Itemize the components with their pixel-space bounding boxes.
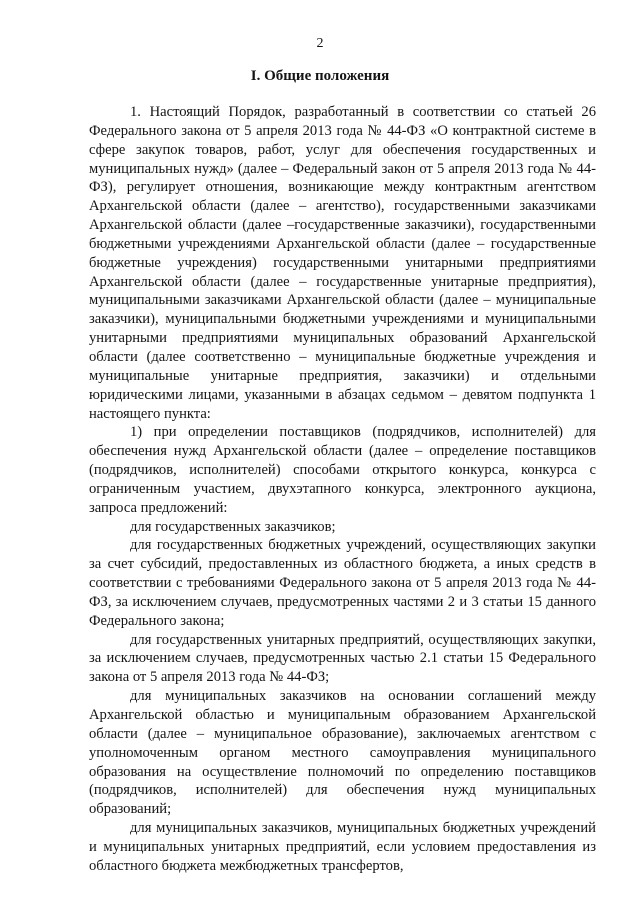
section-title: I. Общие положения	[250, 68, 390, 84]
paragraph-state-budget-institutions: для государственных бюджетных учреждений, осуществляющих закупки за счет субсидий, предоставленных из областного бюджета, а иных средств в соответствии с требованиями Федерального закона от 5 апреля 2013 года № 44-ФЗ, за исключением случаев, предусмотренных частями 2 и 3 статьи 15 данного Федерального закона;	[89, 537, 596, 629]
page-number: 2	[316, 36, 324, 51]
paragraph-subitem-1: 1) при определении поставщиков (подрядчиков, исполнителей) для обеспечения нужд Архангельской области (далее – определение поставщиков (подрядчиков, исполнителей) способами открытого конкурса, конкурса с ограниченным участием, двухэтапного конкурса, электронного аукциона, запроса предложений:	[89, 424, 596, 516]
paragraph-municipal-institutions: для муниципальных заказчиков, муниципальных бюджетных учреждений и муниципальных унитарных предприятий, если условием предоставления из областного бюджета межбюджетных трансфертов,	[89, 820, 596, 874]
paragraph-state-unitary-enterprises: для государственных унитарных предприятий, осуществляющих закупки, за исключением случаев, предусмотренных частью 2.1 статьи 15 Федерального закона от 5 апреля 2013 года № 44-ФЗ;	[89, 631, 596, 686]
document-body	[89, 103, 596, 876]
paragraph-item-1: 1. Настоящий Порядок, разработанный в соответствии со статьей 26 Федерального закона от 5 апреля 2013 года № 44-ФЗ «О контрактной системе в сфере закупок товаров, работ, услуг для обеспечения государственных и муниципальных нужд» (далее – Федеральный закон от 5 апреля 2013 года № 44-ФЗ), регулирует отношения, возникающие между контрактным агентством Архангельской области (далее – агентство), государственными заказчиками Архангельской области (далее –государственные заказчики), государственными бюджетными учреждениями Архангельской области (далее – государственные бюджетные учреждения) государственными унитарными предприятиями Архангельской области (далее – государственные унитарные предприятия), муниципальными заказчиками Архангельской области (далее – муниципальные заказчики), муниципальными бюджетными учреждениями и муниципальными унитарными предприятиями муниципальных образований Архангельской области (далее соответственно – муниципальные бюджетные учреждения и муниципальные унитарные предприятия, заказчики) и отдельными юридическими лицами, указанными в абзацах седьмом – девятом подпункта 1 настоящего пункта:	[89, 104, 596, 422]
paragraph-municipal-customers: для муниципальных заказчиков на основании соглашений между Архангельской областью и муниципальным образованием Архангельской области (далее – муниципальное образование), заключаемых агентством с уполномоченным органом местного самоуправления муниципального образования на осуществление полномочий по определению поставщиков (подрядчиков, исполнителей) для обеспечения нужд муниципальных образований;	[89, 688, 596, 818]
paragraph-state-customers: для государственных заказчиков;	[130, 518, 336, 535]
